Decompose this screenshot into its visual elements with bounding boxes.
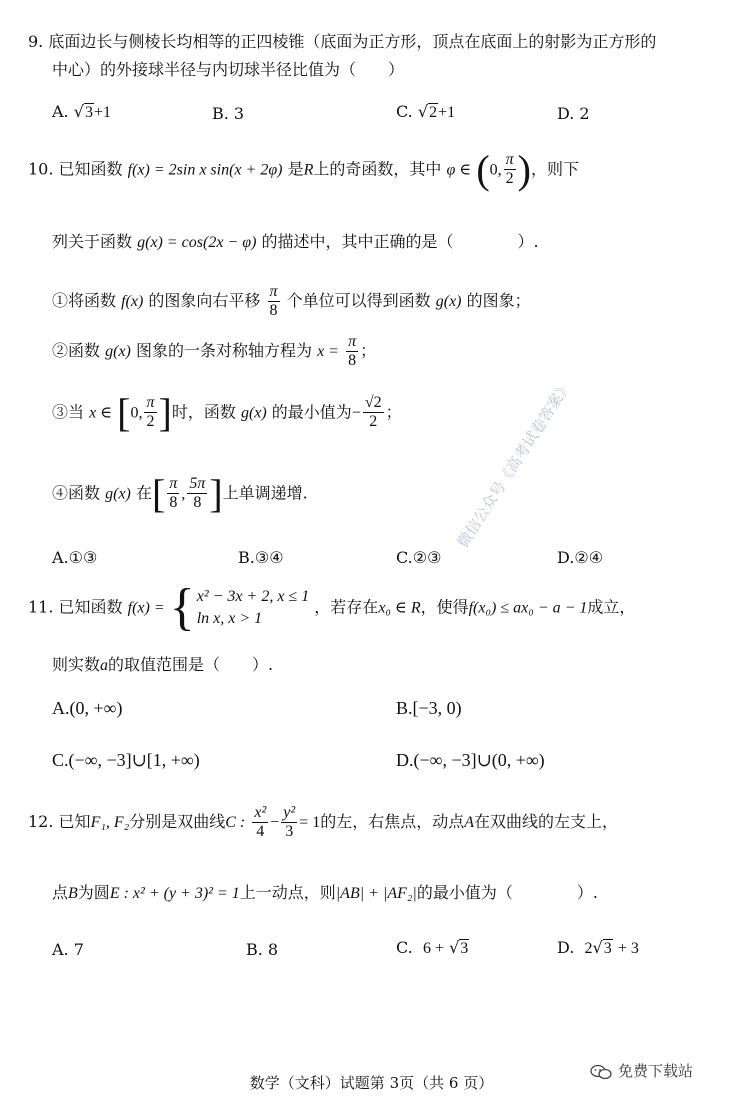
q11-option-c: C.(−∞, −3]∪[1, +∞) — [52, 750, 200, 770]
q10-stem-line2: 列关于函数 g(x) = cos(2x − φ) 的描述中，其中正确的是（ ）. — [52, 232, 539, 251]
q9-stem-line2: 中心）的外接球半径与内切球半径比值为（ ） — [52, 60, 405, 79]
q12-option-b: B. 8 — [246, 940, 279, 959]
q10-option-b: B.③④ — [238, 548, 284, 567]
q11-stem-line1: 11. 已知函数 f(x) = { x² − 3x + 2, x ≤ 1 ln x, x > 1 ，若存在x₀ ∈ R，使得f(x₀) ≤ ax₀ − a − 1成立， — [28, 579, 636, 636]
q10-statement-2: ②函数 g(x) 图象的一条对称轴方程为 x = $\frac{\pi}{8}$ ； — [52, 333, 377, 369]
page-footer: 数学（文科）试题第 3页（共 6 页） — [249, 1074, 494, 1092]
q9-option-a: A. √3+1 — [52, 102, 111, 121]
q10-statement-1: ①将函数 f(x) 的图象向右平移 $\frac{\pi}{8}$ 个单位可以得到函数 g(x) 的图象； — [52, 283, 531, 319]
q11-option-b: B.[−3, 0) — [396, 698, 462, 718]
q10-stem-line1: 10. 已知函数 f(x) = 2sin x sin(x + 2φ) 是R上的奇函数，其中 φ ∈ (0, $\frac{\pi}{2}$ )，则下 — [28, 147, 579, 192]
q10-statement-3: ③当 x ∈ [0, $\frac{\pi}{2}$ ]时，函数 g(x) 的最小值为− $\frac{√2}{2}$ ； — [52, 390, 402, 435]
q9-option-b: B. 3 — [212, 104, 245, 123]
q12-stem-line2: 点B为圆E : x² + (y + 3)² = 1上一动点，则|AB| + |AF₂|的最小值为（ ）. — [52, 883, 598, 902]
q11-piecewise: { x² − 3x + 2, x ≤ 1 ln x, x > 1 — [169, 579, 310, 636]
q9-option-d: D. 2 — [557, 104, 590, 123]
q9-option-c: C. √2+1 — [396, 102, 456, 121]
q10-option-a: A.①③ — [52, 548, 98, 567]
q11-option-a: A.(0, +∞) — [52, 698, 123, 718]
wechat-watermark: 微信公众号《高考试卷答案》 — [453, 377, 575, 551]
q10-option-c: C.②③ — [396, 548, 442, 567]
q10-option-d: D.②④ — [557, 548, 604, 567]
q11-option-d: D.(−∞, −3]∪(0, +∞) — [396, 750, 545, 770]
wechat-label: 免费下载站 — [618, 1062, 694, 1080]
q12-option-a: A. 7 — [52, 940, 84, 959]
q12-stem-line1: 12. 已知F₁, F₂分别是双曲线C : $\frac{\text{x²}}{4}$ − $\frac{\text{y²}}{3}$ = 1的左，右焦点，动点A在双曲线的左支上， — [28, 804, 619, 840]
q10-statement-4: ④函数 g(x) 在[ $\frac{\pi}{8}$ , $\frac{5\pi}{8}$ ]上单调递增. — [52, 471, 308, 516]
q11-stem-line2: 则实数a的取值范围是（ ）. — [52, 655, 274, 674]
q12-option-d: D. 2√3 + 3 — [557, 938, 639, 957]
q9-stem-line1: 9. 底面边长与侧棱长均相等的正四棱锥（底面为正方形，顶点在底面上的射影为正方形的 — [28, 32, 657, 51]
q12-option-c: C. 6 + √3 — [396, 938, 469, 957]
